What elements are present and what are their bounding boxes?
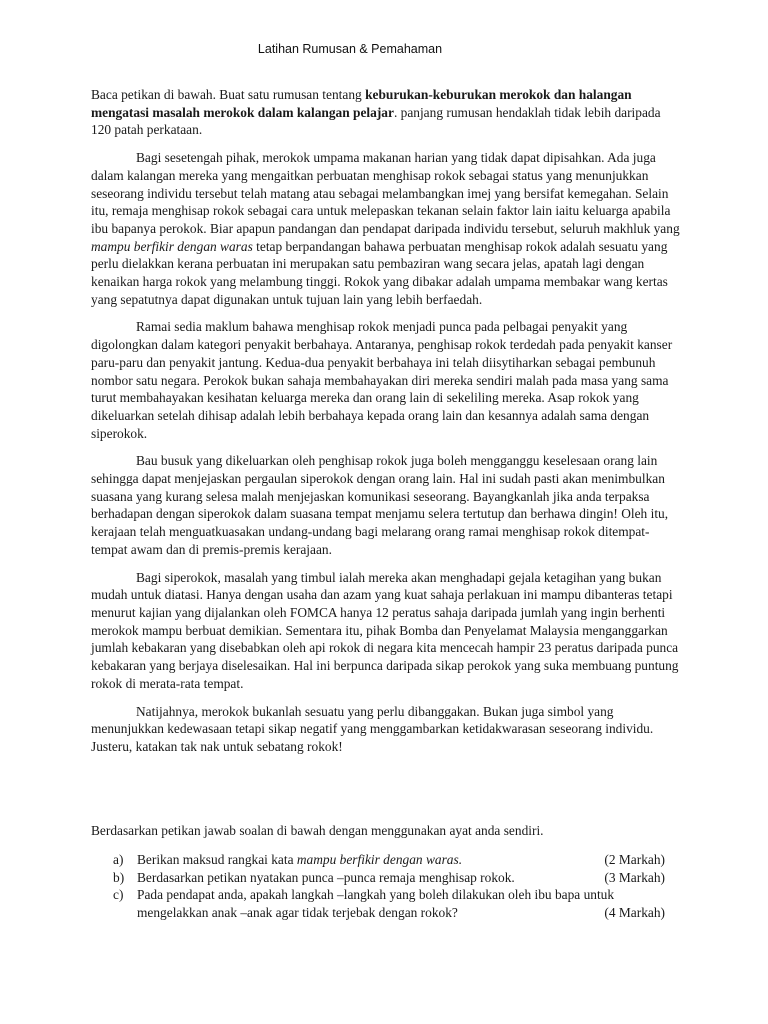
question-a [91,851,681,869]
passage [91,86,681,766]
paragraph-1-part-b: tetap berpandangan bahawa perbuatan menghisap rokok adalah sesuatu yang perlu dielakkan kerana perbuatan ini merupakan satu pembaziran wang secara jelas, apatah lagi dengan kenaikan harga rokok yang melambung tinggi. Rokok yang dibakar adalah umpama membakar wang kertas yang sepatutnya dapat digunakan untuk tujuan lain yang lebih berfaedah. [91,238,668,307]
question-emphasis: mampu berfikir dengan waras. [296,852,463,867]
question-list [91,851,681,922]
paragraph-1 [91,149,681,308]
question-marks: (2 Markah) [604,852,665,867]
question-marks: (3 Markah) [604,869,665,885]
question-b [91,869,681,887]
paragraph-4: Bagi siperokok, masalah yang timbul ialah mereka akan menghadapi gejala ketagihan yang bukan mudah untuk diatasi. Hanya dengan usaha dan azam yang kuat sahaja perlakuan ini mampu dibanteras tetapi menurut kajian yang dijalankan oleh FOMCA hanya 12 peratus sahaja daripada jumlah yang ingin berhenti merokok mampu berbuat demikian. Sementara itu, pihak Bomba dan Penyelamat Malaysia menganggarkan jumlah kebakaran yang disebabkan oleh api rokok di negara kita mencecah hampir 23 peratus daripada punca kebakaran yang berjaya diselesaikan. Hal ini berpunca daripada sikap perokok yang suka membuang puntung rokok di merata-rata tempat. [91,569,679,691]
instruction-topic: keburukan-keburukan merokok dan halangan mengatasi masalah merokok dalam kalangan pelajar [91,87,632,120]
question-marks: (4 Markah) [604,905,665,921]
instruction-paragraph [91,86,681,139]
question-text: Berikan maksud rangkai kata [137,852,297,867]
document-title: Latihan Rumusan & Pemahaman [257,42,443,56]
question-text: Berdasarkan petikan nyatakan punca –punca remaja menghisap rokok. [137,869,515,885]
instruction-text: Baca petikan di bawah. Buat satu rumusan tentang [91,87,366,102]
questions-intro: Berdasarkan petikan jawab soalan di bawah dengan menggunakan ayat anda sendiri. [91,823,544,838]
question-label: a) [113,852,124,867]
question-label: b) [113,869,125,885]
question-label: c) [113,887,124,903]
paragraph-5: Natijahnya, merokok bukanlah sesuatu yang perlu dibanggakan. Bukan juga simbol yang menunjukkan kedewasaan tetapi sikap negatif yang menggambarkan ketidakwarasan seseorang individu. Justeru, katakan tak nak untuk sebatang rokok! [91,703,654,754]
question-text: Pada pendapat anda, apakah langkah –langkah yang boleh dilakukan oleh ibu bapa untuk mengelakkan anak –anak agar tidak terjebak dengan rokok? [137,887,615,921]
instruction-limit: . panjang rumusan hendaklah tidak lebih daripada 120 patah perkataan. [91,104,661,138]
paragraph-3: Bau busuk yang dikeluarkan oleh penghisap rokok juga boleh mengganggu keselesaan orang lain sehingga dapat menjejaskan pergaulan siperokok dengan orang lain. Hal ini sudah pasti akan menimbulkan suasana yang kurang selesa malah menjejaskan komunikasi seseorang. Bayangkanlah jika anda terpaksa berhadapan dengan siperokok dalam suasana tempat menjamu selera tertutup dan berhawa dingin! Oleh itu, kerajaan telah menguatkuasakan undang-undang bagi melarang orang ramai menghisap rokok ditempat-tempat awam dan di premis-premis kerajaan. [91,453,669,557]
paragraph-2: Ramai sedia maklum bahawa menghisap rokok menjadi punca pada pelbagai penyakit yang digolongkan dalam kategori penyakit berbahaya. Antaranya, penghisap rokok terdedah pada penyakit kanser paru-paru dan penyakit jantung. Kedua-dua penyakit berbahaya ini telah diisytiharkan sebagai pembunuh nombor satu negara. Perokok bukan sahaja membahayakan diri mereka sendiri malah pada masa yang sama turut membahayakan kesihatan keluarga mereka dan orang lain di sekeliling mereka. Asap rokok yang dikeluarkan setelah dihisap adalah lebih berbahaya kepada orang lain dan kesannya adalah sama dengan siperokok. [91,319,673,441]
paragraph-1-emphasis: mampu berfikir dengan waras [91,238,253,254]
paragraph-1-part-a: Bagi sesetengah pihak, merokok umpama makanan harian yang tidak dapat dipisahkan. Ada juga dalam kalangan mereka yang mengaitkan perbuatan menghisap rokok sebagai status yang menunjukkan seseorang individu tersebut telah matang atau sebagai melambangkan imej yang bersifat kemegahan. Selain itu, remaja menghisap rokok sebagai cara untuk melepaskan tekanan selain faktor lain iaitu keluarga apabila ibu bapanya perokok. Biar apapun pandangan dan pendapat daripada individu tersebut, seluruh makhluk yang [91,150,680,236]
question-c [91,886,681,921]
